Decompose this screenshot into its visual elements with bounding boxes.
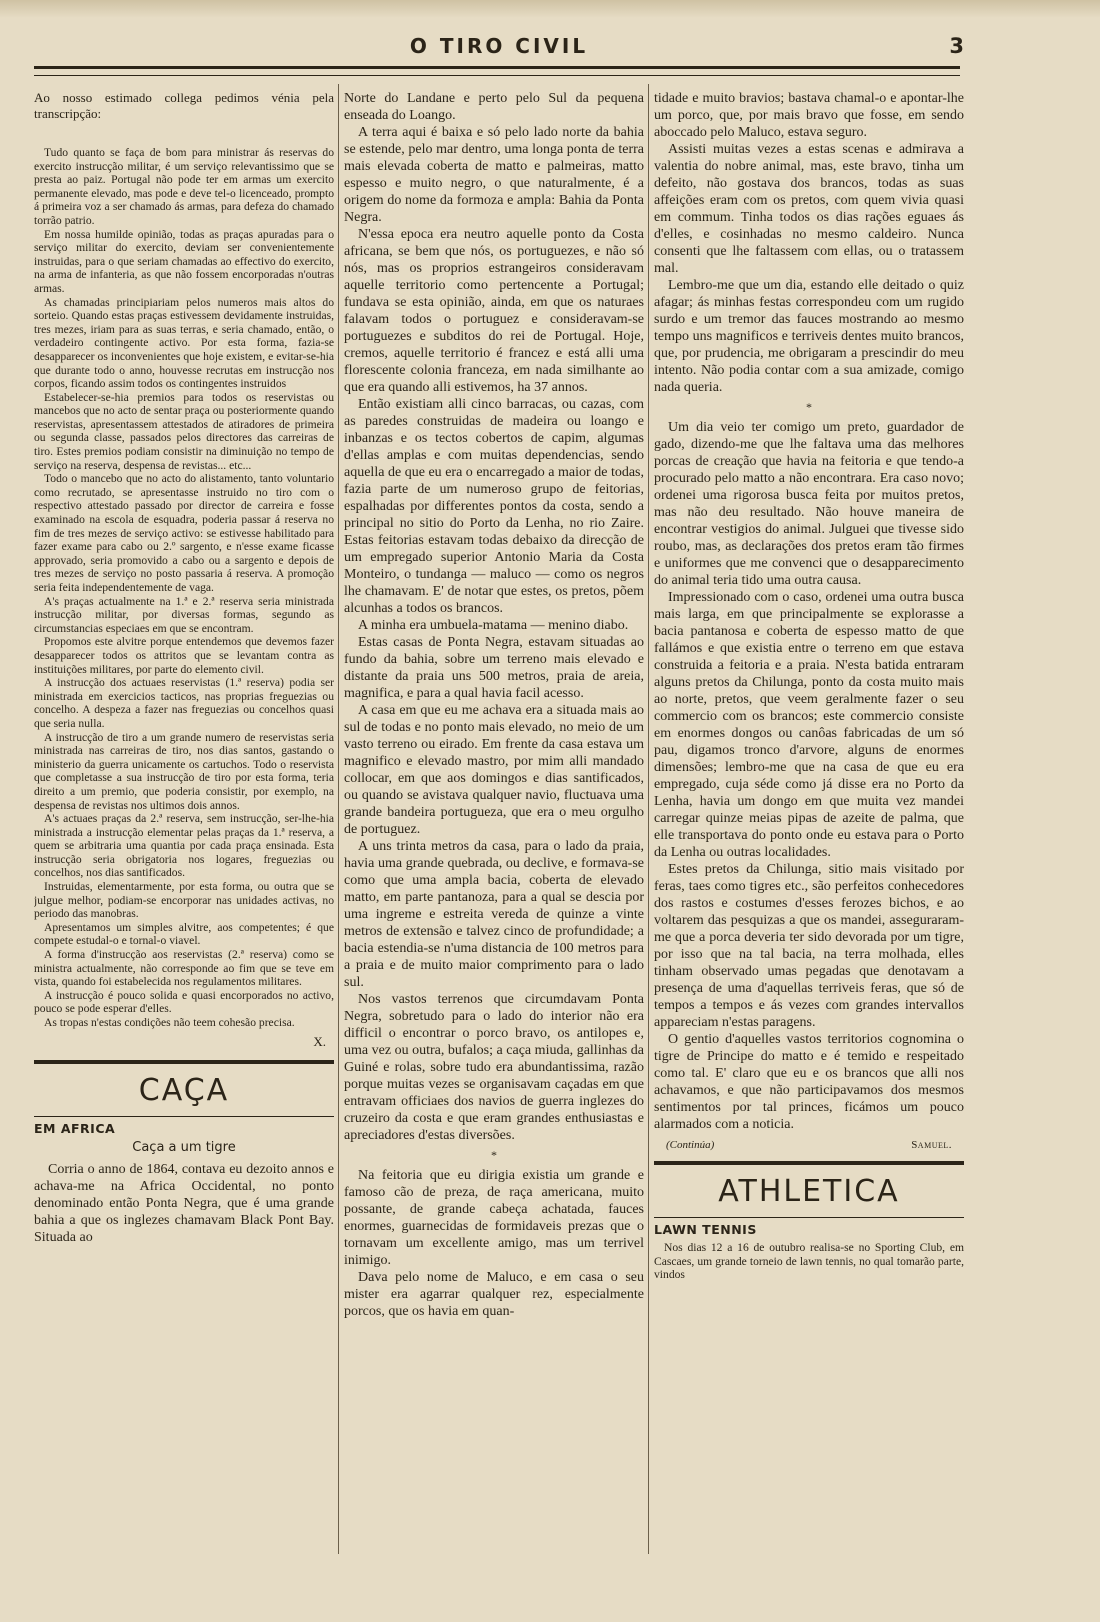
paragraph: Então existiam alli cinco barracas, ou cazas, com as paredes construidas de madeira ou loango e inbanzas e os tectos cobertos de capim, algumas d'ellas amplas e com muitas dependencias, sendo aquella de que eu era o encarregado a maior de todas, fazia parte de um numeroso grupo de feitorias, espalhadas por differentes pontos da costa, sendo a principal no sitio do Porto da Lenha, no rio Zaire. Estas feitorias estavam todas debaixo da direcção de um empregado superior Antonio Maria da Costa Monteiro, o tundanga — maluco — como os negros lhe chamavam. E' de notar que estes, os pretos, põem alcunhas a todos os brancos. — [344, 397, 644, 616]
author-name: Samuel. — [911, 1139, 952, 1151]
page-number: 3 — [949, 34, 964, 58]
paragraph: As tropas n'estas condições não teem cohesão precisa. — [44, 1016, 295, 1029]
article-reservas — [34, 146, 334, 1030]
column-divider — [648, 84, 649, 1554]
paragraph: Na feitoria que eu dirigia existia um grande e famoso cão de preza, de raça americana, muito possante, de grande cabeça achatada, fauces enormes, guarnecidas de formidaveis prezas que o tornavam um excellente amigo, mas um terrivel inimigo. — [344, 1168, 644, 1268]
thin-rule — [654, 1217, 964, 1218]
paragraph: Impressionado com o caso, ordenei uma outra busca mais larga, em que principalmente se explorasse a bacia pantanosa e coberta de espesso matto de que fallámos e que existia entre o terreno em que estava construida a feitoria e a praia. N'esta batida entraram alguns pretos da Chilunga, ponto da costa muito mais ao norte, pretos, que veem geralmente fazer o seu commercio com os brancos; este commercio consiste em enormes dongos ou canôas fabricadas de um só pau, digamos tronco d'arvore, alguns de enormes dimensões; lembro-me que na casa de que eu era empregado, cuja séde como já disse era no Porto da Lenha, havia um dongo em que muita vez mandei carregar quinze meias pipas de azeite de palma, que elle transportava do ponto onde eu estava para o Porto da Lenha ou outras localidades. — [654, 590, 964, 860]
paragraph: Corria o anno de 1864, contava eu dezoito annos e achava-me na Africa Occidental, no ponto denominado então Ponta Negra, que é uma grande bahia a que os inglezes chamavam Black Pont Bay. Situada ao — [34, 1161, 334, 1245]
paragraph: Um dia veio ter comigo um preto, guardador de gado, dizendo-me que lhe faltava uma das melhores porcas de creação que havia na feitoria e que tendo-a procurado pelo matto a não encontrara. Era caso novo; ordenei uma rigorosa busca feita por muitos pretos, mas não deu resultado. Não houve maneira de encontrar vestigios do animal. Julguei que tivesse sido roubo, mas, as declarações dos pretos eram tão firmes e uniformes que me convenci que o desapparecimento do animal teria tido uma outra causa. — [654, 420, 964, 588]
subhead-em-africa: EM AFRICA — [34, 1120, 116, 1136]
section-rule — [34, 1060, 334, 1069]
paragraph: Instruidas, elementarmente, por esta forma, ou outra que se julgue melhor, podiam-se encorporar nas unidades activas, no periodo das manobras. — [34, 880, 334, 921]
paragraph: Nos dias 12 a 16 de outubro realisa-se no Sporting Club, em Cascaes, um grande torneio de lawn tennis, no qual tomarão parte, vindos — [654, 1241, 964, 1282]
paragraph: Assisti muitas vezes a estas scenas e admirava a valentia do nobre animal, mas, este bravo, tinha um defeito, não gostava dos brancos, todas as suas affeições eram com os pretos, com quem vivia quasi em commum. Tinha todos os dias rações eguaes ás d'elles, e cosinhadas no mesmo caldeiro. Nunca consenti que lhe faltassem com ellas, ou o tratassem mal. — [654, 142, 964, 276]
section-title-caca: CAÇA — [138, 1072, 230, 1108]
section-separator-star: * — [491, 1148, 497, 1162]
paragraph: A instrucção de tiro a um grande numero de reservistas seria ministrada nas carreiras de tiro, nos dias santos, gastando o ministerio da guerra unicamente os cartuchos. Todo o reservista que completasse a sua instrucção de tiro por esta forma, teria direito a um premio, que poderia consistir, por exemplo, na despensa de revistas nos ultimos dois annos. — [34, 730, 334, 812]
paragraph: As chamadas principiariam pelos numeros mais altos do sorteio. Quando estas praças estivessem devidamente instruidas, tres mezes, iriam para as suas terras, e seria chamado, então, o verdadeiro contingente activo. Por esta forma, fazia-se desapparecer os inconvenientes que hoje existem, e evitar-se-hia que durante todo o anno, houvesse recrutas em instrucção nos corpos, ficando assim todos os contingentes instruidos — [34, 295, 334, 391]
subhead-lawn-tennis: LAWN TENNIS — [654, 1222, 757, 1237]
paragraph: Nos vastos terrenos que circumdavam Ponta Negra, sobretudo para o lado do interior não era difficil o encontrar o porco bravo, os antilopes e, uma vez ou outra, bufalos; a caça miuda, gallinhas da Guiné e rolas, sobre tudo era abundantissima, razão porque muitas vezes se organisavam caçadas em que entravam officiaes dos navios de guerra inglezes do cruzeiro da costa e que eram grandes enthusiastas e apreciadores d'estas diversões. — [344, 992, 644, 1143]
paragraph: A terra aqui é baixa e só pelo lado norte da bahia se estende, pelo mar dentro, uma longa ponta de terra mais elevada coberta de matto e palmeiras, matto espesso e muito negro, o que naturalmente, é a origem do nome da formoza e ampla: Bahia da Ponta Negra. — [344, 125, 644, 225]
paragraph: N'essa epoca era neutro aquelle ponto da Costa africana, se bem que nós, os portuguezes, e não só nós, mas os proprios estrangeiros consideravam aquelle territorio como pertencente a Portugal; fundava se esta opinião, ainda, em que os naturaes falavam todos o portuguez e consideravam-se portuguezes e subditos do rei de Portugal. Hoje, cremos, aquelle territorio é francez e está alli uma florescente colonia franceza, em nada similhante ao que era quando alli estivemos, ha 37 annos. — [344, 227, 644, 395]
paragraph: A casa em que eu me achava era a situada mais ao sul de todas e no ponto mais elevado, no meio de um vasto terreno ou eirado. Em frente da casa estava um magnifico e elevado mastro, por mim alli mandado collocar, em que aos domingos e dias santificados, ou quando se avistava qualquer navio, fluctuava uma grande bandeira portugueza, que era o meu orgulho de portuguez. — [344, 703, 644, 837]
continua-label: (Continúa) — [666, 1139, 715, 1151]
paragraph: Tudo quanto se faça de bom para ministrar ás reservas do exercito instrucção militar, é um serviço relevantissimo que se presta ao paiz. Portugal não pode ter em armas um exercito permanente elevado, mas pode e deve tel-o licenceado, prompto á primeira voz a ser chamado ás armas, para defeza do chamado torrão patrio. — [34, 146, 334, 227]
section-title-athletica: ATHLETICA — [718, 1174, 900, 1209]
newspaper-title: O TIRO CIVIL — [409, 34, 589, 58]
paragraph: O gentio d'aquelles vastos territorios cognomina o tigre de Principe do matto e é temido e respeitado como tal. E' claro que eu e os brancos que alli nos achavamos, e que não participavamos dos mesmos sentimentos por tal princes, ficámos um pouco alarmados com a noticia. — [654, 1032, 964, 1132]
intro-text: Ao nosso estimado collega pedimos vénia pela transcripção: — [34, 90, 334, 121]
paragraph: Estabelecer-se-hia premios para todos os reservistas ou mancebos que no acto de sentar praça ou posteriormente quando reservistas, apresentassem attestados de atiradores de primeira ou segunda classe, passados pelos directores das carreiras de tiro. Estes premios podiam consistir na diminuição no tempo de serviço na reserva, despensa de revistas... etc... — [34, 390, 334, 472]
paragraph: Dava pelo nome de Maluco, e em casa o seu mister era agarrar qualquer rez, especialmente porcos, que os havia em quan- — [344, 1270, 644, 1319]
paragraph: Estes pretos da Chilunga, sitio mais visitado por feras, taes como tigres etc., são perfeitos conhecedores dos rastos e costumes d'esses ferozes bichos, e ao voltarem das pesquizas a que os mandei, asseguraram-me que a porca deveria ter sido devorada por um tigre, por isso que na tal bacia, na terra molhada, elles tinham observado umas pegadas que denotavam a presença de uma d'aquellas terriveis feras, que só de tempos a tempos e ás vezes com grandes intervallos appareciam n'estas paragens. — [654, 862, 964, 1030]
section-separator-star: * — [806, 400, 812, 414]
paragraph: Em nossa humilde opinião, todas as praças apuradas para o serviço militar do exercito, deviam ser convenientemente instruidas, para o que seriam chamadas ao effectivo do exercito, na arma de infanteria, as que não fossem encorporadas n'outras armas. — [34, 227, 334, 295]
paragraph: A forma d'instrucção aos reservistas (2.ª reserva) como se ministra actualmente, não corresponde ao fim que se teve em vista, quando foi estabelecida nos regulamentos militares. — [34, 948, 334, 989]
paragraph: A instrucção é pouco solida e quasi encorporados no activo, pouco se pode esperar d'elles. — [34, 988, 334, 1016]
signature: X. — [313, 1033, 326, 1049]
thin-rule — [34, 1116, 334, 1117]
page-edge — [0, 0, 1100, 18]
paragraph: Propomos este alvitre porque entendemos que devemos fazer desapparecer todos os attritos que se levantam contra as instituições militares, por parte do elemento civil. — [34, 635, 334, 676]
paragraph: A's praças actualmente na 1.ª e 2.ª reserva seria ministrada instrucção militar, por diversas formas, segundo as circumstancias especiaes em que se encontram. — [34, 594, 334, 635]
paragraph: A uns trinta metros da casa, para o lado da praia, havia uma grande quebrada, ou declive, e formava-se como que uma ampla bacia, coberta de elevado matto, em parte pantanoza, para a qual se descia por uma ingreme e estreita vereda de quinze a vinte metros de extensão e talvez cinco de profundidade; a bacia estendia-se n'uma distancia de 100 metros para a praia e de muito maior comprimento para o lado sul. — [344, 839, 644, 990]
paragraph: Lembro-me que um dia, estando elle deitado o quiz afagar; ás minhas festas correspondeu com um rugido surdo e um tremor das fauces mostrando ao mesmo tempo uns magnificos e terriveis dentes muito brancos, que, por prudencia, me obrigaram a prescindir do meu intento. Não podia contar com a sua amizade, comigo nada queria. — [654, 278, 964, 395]
article-title-caca-tigre: Caça a um tigre — [132, 1139, 236, 1155]
paragraph: A minha era umbuela-matama — menino diabo. — [358, 618, 629, 633]
paragraph: Estas casas de Ponta Negra, estavam situadas ao fundo da bahia, sobre um terreno mais elevado e distante da praia uns 500 metros, praia de areia, magnifica, e para a qual havia facil acesso. — [344, 635, 644, 701]
paragraph: Norte do Landane e perto pelo Sul da pequena enseada do Loango. — [344, 91, 644, 123]
column-3 — [654, 90, 964, 1550]
continuation-line — [654, 1139, 964, 1151]
paragraph: A instrucção dos actuaes reservistas (1.ª reserva) podia ser ministrada em exercicios tacticos, nas proprias freguezias ou concelho. A despeza a fazer nas freguezias ou concelhos quasi que seria nulla. — [34, 676, 334, 730]
section-rule — [654, 1161, 964, 1170]
header-rule — [34, 66, 960, 76]
column-1 — [34, 90, 334, 1550]
paragraph: A's actuaes praças da 2.ª reserva, sem instrucção, ser-lhe-hia ministrada a instrucção elementar pelas praças da 1.ª reserva, a quem se arbitraria uma quantia por cada praça ensinada. Esta instrucção seria obrigatoria nos logares, freguezias ou concelhos, nos dias santificados. — [34, 812, 334, 880]
paragraph: tidade e muito bravios; bastava chamal-o e apontar-lhe um porco, que, por mais bravo que fosse, em sendo aboccado pelo Maluco, estava seguro. — [654, 91, 964, 140]
page-header — [34, 34, 964, 60]
column-2 — [344, 90, 644, 1550]
column-divider — [338, 84, 339, 1554]
paragraph: Apresentamos um simples alvitre, aos competentes; é que compete estudal-o e tornal-o viavel. — [34, 920, 334, 948]
paragraph: Todo o mancebo que no acto do alistamento, tanto voluntario como recrutado, se apresentasse instruido no tiro com o respectivo attestado passado por director de carreira e fosse examinado na escola de esquadra, poderia passar á reserva no fim de tres mezes de serviço activo: se estivesse habilitado para fazer exame para cabo ou 2.º sargento, e n'esse exame ficasse approvado, seria promovido a cabo ou a sargento e depois de tres mezes de serviço no posto passaria á reserva. A promoção seria feita independentemente de vaga. — [34, 472, 334, 594]
